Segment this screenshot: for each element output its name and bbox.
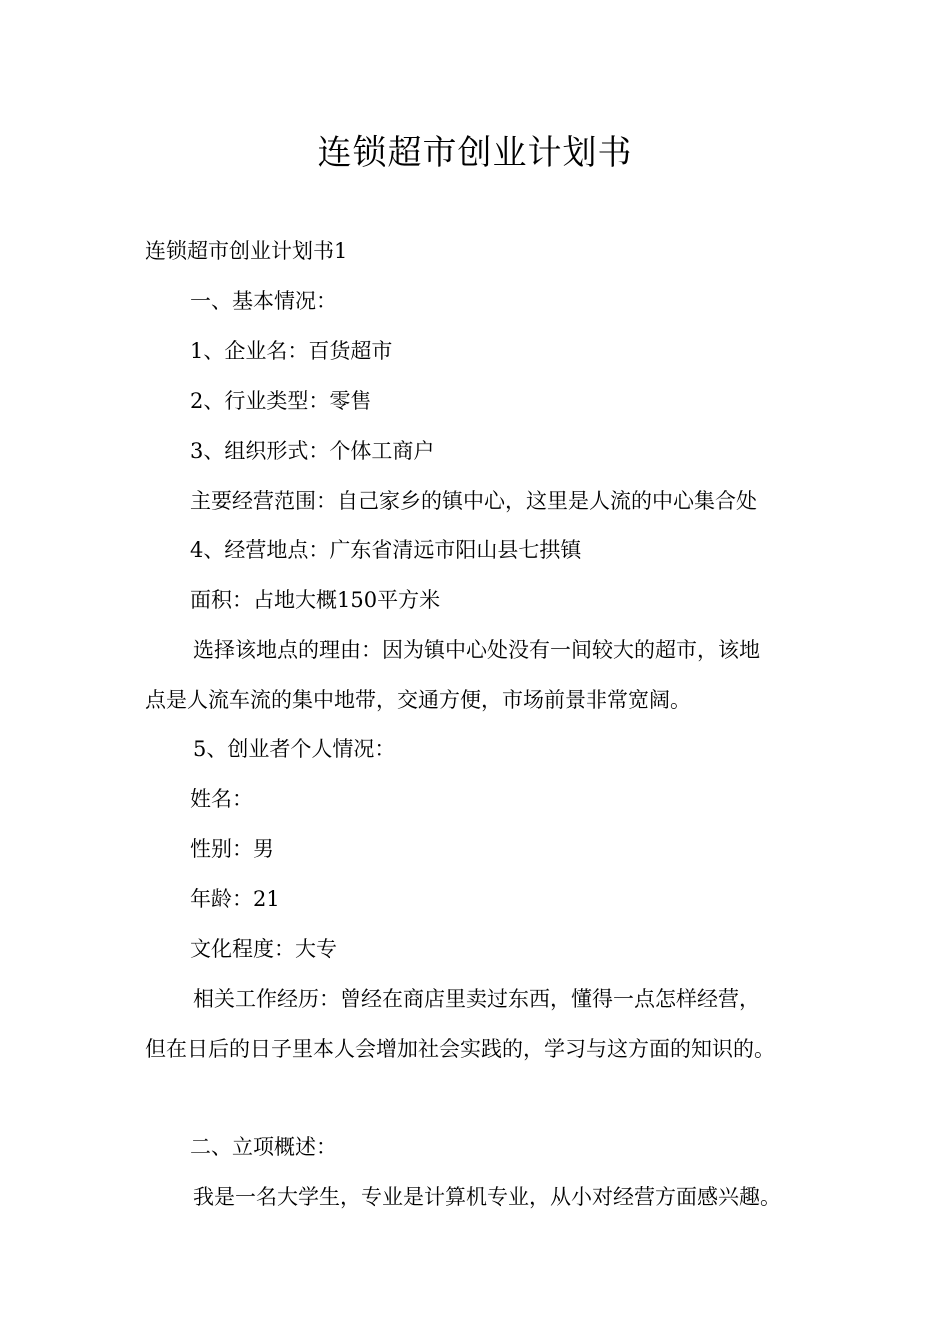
paragraph-line: 点是人流车流的集中地带，交通方便，市场前景非常宽阔。 <box>145 688 691 712</box>
paragraph-line: 文化程度：大专 <box>190 937 337 961</box>
paragraph-line: 一、基本情况： <box>190 289 337 313</box>
paragraph-line: 3、组织形式：个体工商户 <box>190 439 435 463</box>
paragraph-line: 面积：占地大概150平方米 <box>190 588 441 612</box>
paragraph-line: 年龄：21 <box>190 887 280 911</box>
paragraph-line: 2、行业类型：零售 <box>190 389 372 413</box>
paragraph-line: 我是一名大学生，专业是计算机专业，从小对经营方面感兴趣。 <box>193 1185 781 1209</box>
paragraph-line: 性别：男 <box>190 837 274 861</box>
document-title: 连锁超市创业计划书 <box>317 133 633 173</box>
paragraph-line: 选择该地点的理由：因为镇中心处没有一间较大的超市，该地 <box>193 638 760 662</box>
paragraph-line: 但在日后的日子里本人会增加社会实践的，学习与这方面的知识的。 <box>145 1037 775 1061</box>
paragraph-line: 主要经营范围：自己家乡的镇中心，这里是人流的中心集合处 <box>190 489 757 513</box>
section-heading: 二、立项概述： <box>190 1135 337 1159</box>
paragraph-line: 姓名： <box>190 787 253 811</box>
paragraph-line: 1、企业名：百货超市 <box>190 339 393 363</box>
paragraph-line: 4、经营地点：广东省清远市阳山县七拱镇 <box>190 538 582 562</box>
paragraph-line: 相关工作经历：曾经在商店里卖过东西，懂得一点怎样经营， <box>193 987 760 1011</box>
section-heading: 连锁超市创业计划书1 <box>145 239 348 263</box>
paragraph-line: 5、创业者个人情况： <box>193 737 396 761</box>
